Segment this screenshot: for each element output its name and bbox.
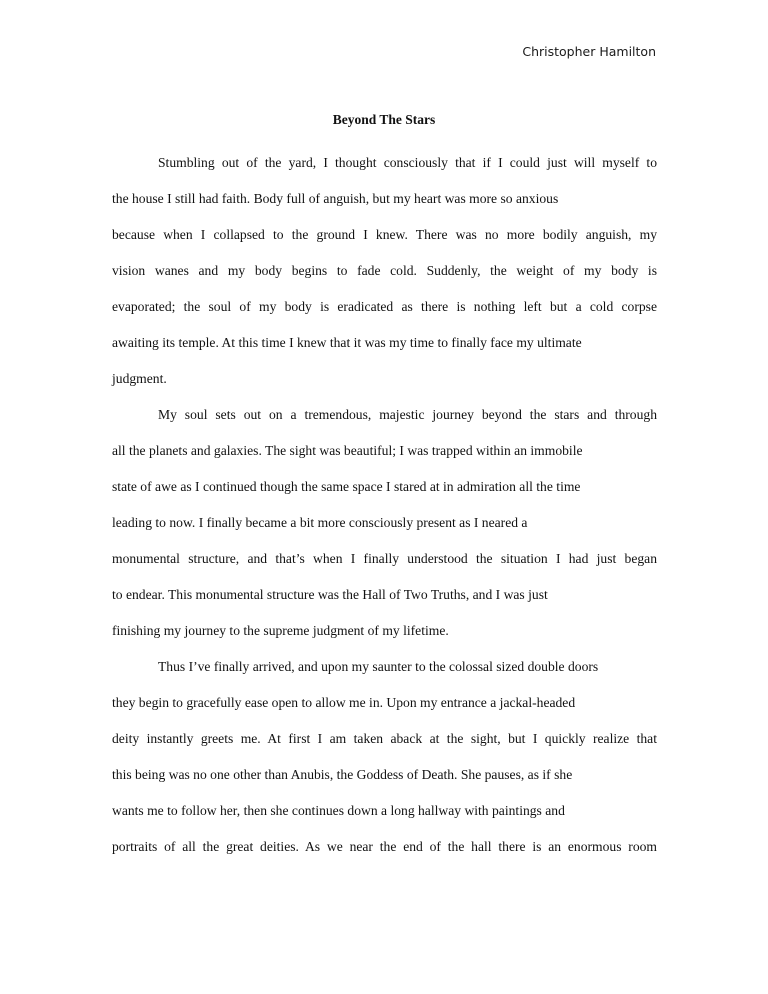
text-line: to endear. This monumental structure was the Hall of Two Truths, and I was just [112,587,548,602]
text-line: the house I still had faith. Body full of anguish, but my heart was more so anxious [112,191,559,206]
text-line: wants me to follow her, then she continues down a long hallway with paintings and [112,803,565,818]
text-line: Thus I’ve finally arrived, and upon my saunter to the colossal sized double doors [158,659,599,674]
text-line: all the planets and galaxies. The sight was beautiful; I was trapped within an immobile [112,443,583,458]
text-line: vision wanes and my body begins to fade cold. Suddenly, the weight of my body is [112,263,657,278]
essay-body [112,145,657,865]
text-line: finishing my journey to the supreme judgment of my lifetime. [112,623,449,638]
text-line: monumental structure, and that’s when I finally understood the situation I had just began [112,551,657,566]
text-line: portraits of all the great deities. As we near the end of the hall there is an enormous room [112,839,657,854]
text-line: evaporated; the soul of my body is eradicated as there is nothing left but a cold corpse [112,299,657,314]
text-line: My soul sets out on a tremendous, majestic journey beyond the stars and through [158,407,657,422]
text-line: leading to now. I finally became a bit more consciously present as I neared a [112,515,528,530]
text-line: deity instantly greets me. At first I am taken aback at the sight, but I quickly realize that [112,731,657,746]
text-line: this being was no one other than Anubis, the Goddess of Death. She pauses, as if she [112,767,573,782]
text-line: Stumbling out of the yard, I thought consciously that if I could just will myself to [158,155,657,170]
text-line: because when I collapsed to the ground I knew. There was no more bodily anguish, my [112,227,657,242]
text-line: state of awe as I continued though the same space I stared at in admiration all the time [112,479,581,494]
essay-title: Beyond The Stars [332,112,436,127]
text-line: judgment. [112,371,167,386]
running-header-author: Christopher Hamilton [522,44,656,59]
text-line: awaiting its temple. At this time I knew that it was my time to finally face my ultimate [112,335,582,350]
text-line: they begin to gracefully ease open to allow me in. Upon my entrance a jackal-headed [112,695,576,710]
